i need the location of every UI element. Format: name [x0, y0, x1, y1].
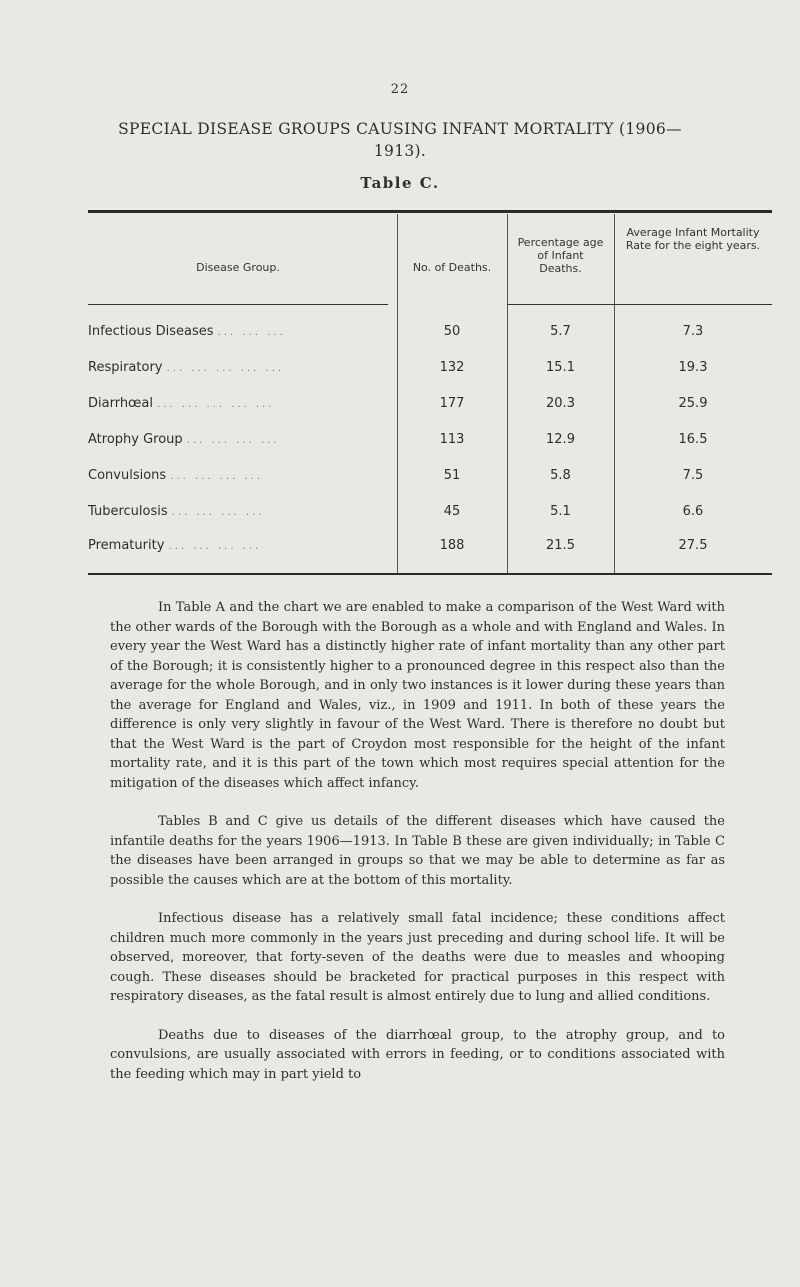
cell-deaths: 113 — [439, 432, 465, 447]
cell-percentage: 5.8 — [550, 468, 571, 483]
table-row — [88, 358, 772, 394]
table-row — [88, 394, 772, 430]
header-average-rate: Average Infant Mortality Rate for the eight years. — [625, 226, 761, 252]
paragraph: In Table A and the chart we are enabled to make a comparison of the West Ward with the other wards of the Borough with the Borough as a whole and with England and Wales. In every year the West Ward has a distinctly higher rate of infant mortality than any other part of the Borough; it is consistently higher to a pronounced degree in this respect also than the average for the whole Borough, and in only two instances is it lower during these years than the average for England and Wales, viz., in 1909 and 1911. In both of these years the difference is only very slightly in favour of the West Ward. There is therefore no doubt but that the West Ward is the part of Croydon most responsible for the height of the infant mortality rate, and it is this part of the town which most requires special attention for the mitigation of the diseases which affect infancy. — [110, 600, 725, 791]
header-rule — [88, 304, 388, 305]
cell-disease-group: Respiratory ... ... ... ... ... — [88, 360, 285, 375]
cell-percentage: 5.1 — [550, 504, 571, 519]
cell-deaths: 188 — [439, 538, 465, 553]
cell-deaths: 45 — [443, 504, 461, 519]
cell-percentage: 15.1 — [546, 360, 575, 375]
cell-disease-group: Convulsions ... ... ... ... — [88, 468, 263, 483]
paragraph: Infectious disease has a relatively small fatal incidence; these conditions affect children much more commonly in the years just preceding and during school life. It will be observed, moreover, that forty-seven of the deaths were due to measles and whooping cough. These diseases should be bracketed for practical purposes in this respect with respiratory diseases, as the fatal result is almost entirely due to lung and allied conditions. — [110, 911, 725, 1004]
table-row — [88, 536, 772, 572]
cell-deaths: 51 — [443, 468, 461, 483]
cell-disease-group: Atrophy Group ... ... ... ... — [88, 432, 280, 447]
header-percentage: Percentage age of Infant Deaths. — [517, 236, 604, 275]
disease-groups-table — [88, 210, 772, 576]
header-disease-group: Disease Group. — [196, 261, 280, 274]
header-no-of-deaths: No. of Deaths. — [412, 261, 492, 274]
table-row — [88, 322, 772, 358]
cell-rate: 25.9 — [678, 396, 708, 411]
cell-rate: 19.3 — [678, 360, 708, 375]
cell-percentage: 12.9 — [546, 432, 575, 447]
cell-rate: 6.6 — [682, 504, 704, 519]
cell-disease-group: Diarrhœal ... ... ... ... ... — [88, 396, 275, 411]
cell-disease-group: Infectious Diseases ... ... ... — [88, 324, 286, 339]
cell-rate: 7.5 — [682, 468, 704, 483]
table-row — [88, 466, 772, 502]
table-top-rule — [88, 210, 772, 213]
cell-percentage: 21.5 — [546, 538, 575, 553]
header-rule — [614, 304, 772, 305]
paragraph: Tables B and C give us details of the different diseases which have caused the infantile deaths for the years 1906—1913. In Table B these are given individually; in Table C the diseases have been arranged in groups so that we may be able to determine as far as possible the causes which are at the bottom of this mortality. — [110, 814, 725, 888]
table-row — [88, 502, 772, 538]
cell-deaths: 132 — [439, 360, 465, 375]
cell-deaths: 50 — [443, 324, 461, 339]
paragraph: Deaths due to diseases of the diarrhœal group, to the atrophy group, and to convulsions, are usually associated with errors in feeding, or to conditions associated with the feeding which may in part yield to — [110, 1027, 725, 1082]
table-row — [88, 430, 772, 466]
cell-rate: 7.3 — [682, 324, 704, 339]
cell-percentage: 20.3 — [546, 396, 575, 411]
page-title: SPECIAL DISEASE GROUPS CAUSING INFANT MORTALITY (1906—1913). — [118, 120, 682, 160]
table-bottom-rule — [88, 573, 772, 575]
cell-rate: 27.5 — [678, 538, 708, 553]
table-caption: Table C. — [360, 174, 440, 192]
cell-percentage: 5.7 — [550, 324, 571, 339]
header-rule — [507, 304, 614, 305]
cell-deaths: 177 — [439, 396, 465, 411]
cell-disease-group: Tuberculosis ... ... ... ... — [88, 504, 265, 519]
page-number: 22 — [390, 82, 410, 97]
cell-disease-group: Prematurity ... ... ... ... — [88, 538, 262, 553]
body-text — [110, 598, 725, 1103]
cell-rate: 16.5 — [678, 432, 708, 447]
